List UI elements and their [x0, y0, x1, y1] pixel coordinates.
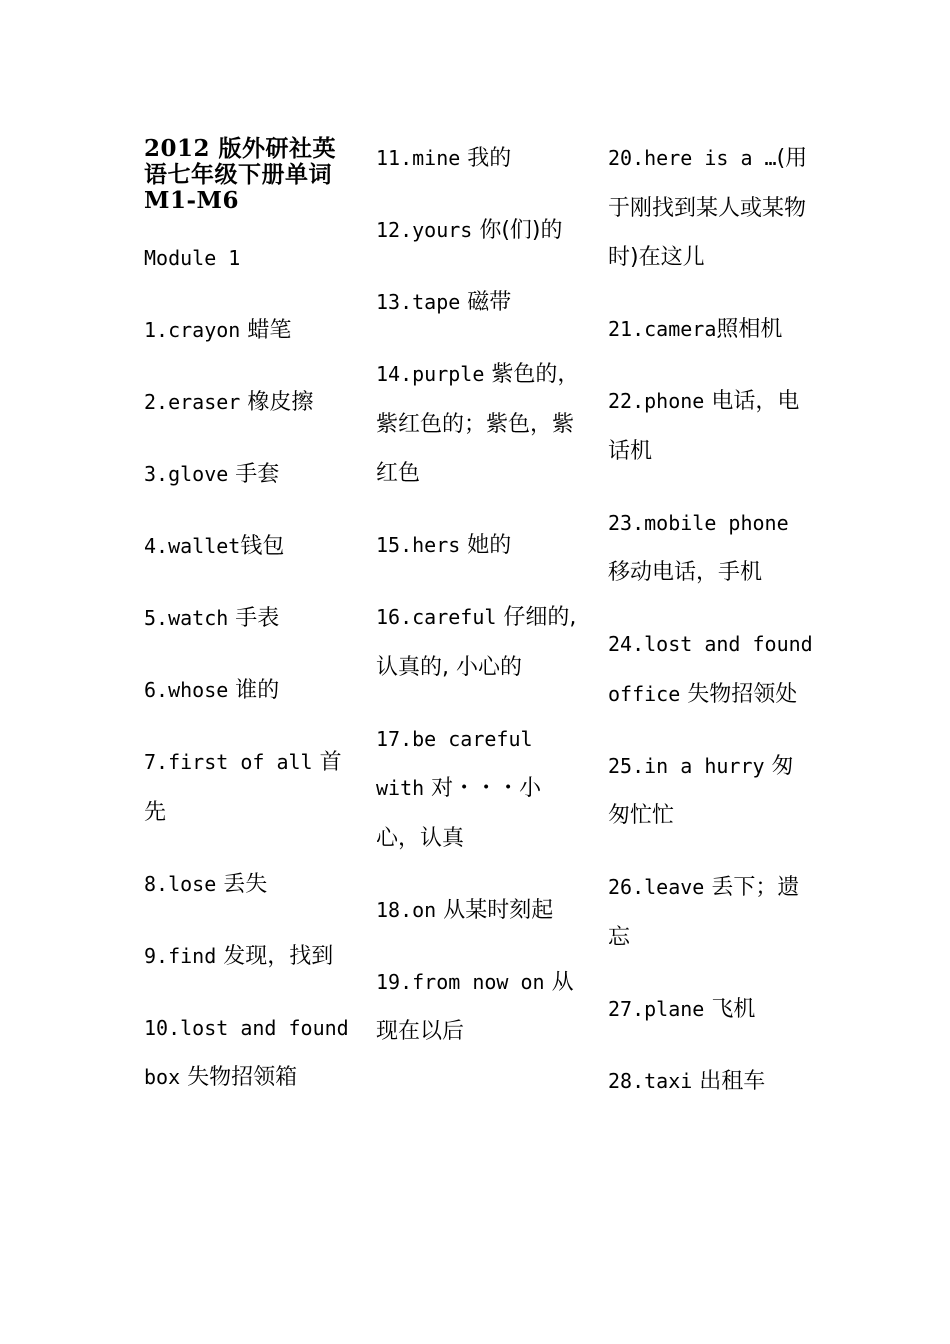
entry-english: 7.first of all	[144, 750, 313, 774]
entry-english: 22.phone	[608, 389, 705, 413]
entry-chinese: 从某时刻起	[436, 897, 554, 923]
vocab-entry	[608, 863, 813, 962]
vocab-entry	[376, 350, 581, 499]
vocab-entry	[376, 134, 581, 184]
entry-english: 6.whose	[144, 678, 229, 702]
vocab-entry	[376, 886, 581, 936]
vocab-entry	[608, 620, 813, 719]
entry-chinese: 失物招领箱	[180, 1065, 298, 1090]
vocab-entry	[144, 450, 354, 500]
entry-english: 17.be careful with	[376, 726, 533, 800]
entry-english: 24.lost and found office	[608, 632, 813, 706]
entry-chinese: 失物招领处	[680, 681, 798, 707]
entry-english: 9.find	[144, 943, 217, 968]
vocab-entry	[608, 499, 813, 598]
entry-english: 14.purple	[376, 362, 485, 386]
entry-chinese: 丢下；遗忘	[608, 875, 800, 950]
entry-english: 18.on	[376, 897, 437, 922]
entry-english: 11.mine	[376, 146, 461, 170]
entry-chinese: (用于刚找到某人或某物时)在这儿	[608, 146, 808, 270]
document-title: 2012 版外研社英语七年级下册单词 M1-M6	[144, 135, 337, 214]
vocab-entry	[376, 521, 581, 571]
module-heading: Module 1	[144, 246, 241, 270]
entry-chinese: 谁的	[228, 678, 280, 703]
vocab-entry	[608, 305, 813, 355]
entry-chinese: 移动电话，手机	[608, 560, 763, 585]
entry-english: 8.lose	[144, 871, 217, 896]
entry-english: 16.careful	[376, 605, 497, 629]
entry-chinese: 她的	[460, 533, 512, 558]
entry-chinese: 紫色的，紫红色的；紫色，紫红色	[376, 362, 580, 486]
entry-chinese: 手表	[228, 606, 280, 631]
entry-english: 15.hers	[376, 533, 461, 557]
entry-chinese: 手套	[228, 462, 280, 487]
vocab-entry	[376, 593, 581, 692]
vocab-entry	[608, 985, 813, 1035]
entry-chinese: 飞机	[704, 996, 756, 1022]
vocab-entry	[608, 377, 813, 476]
entry-chinese: 钱包	[240, 534, 285, 559]
entry-chinese: 匆匆忙忙	[608, 753, 794, 828]
entry-english: 27.plane	[608, 996, 705, 1021]
vocab-entry	[144, 378, 354, 428]
entry-chinese: 对・・・小心，认真	[376, 776, 542, 851]
entry-english: 26.leave	[608, 875, 705, 899]
entry-chinese: 我的	[460, 146, 512, 171]
entry-chinese: 电话，电话机	[608, 389, 800, 464]
vocab-entry	[144, 594, 354, 644]
vocab-entry	[144, 860, 354, 910]
entry-chinese: 仔细的,认真的, 小心的	[376, 605, 577, 680]
entry-english: 19.from now on	[376, 969, 545, 994]
entry-chinese: 首先	[144, 750, 342, 825]
entry-english: 1.crayon	[144, 318, 241, 342]
entry-english: 12.yours	[376, 218, 473, 242]
vocab-entry	[376, 278, 581, 328]
column-2	[376, 134, 581, 1079]
entry-english: 3.glove	[144, 462, 229, 486]
vocab-entry	[608, 1057, 813, 1107]
entry-english: 20.here is a …	[608, 146, 777, 170]
entry-english: 13.tape	[376, 290, 461, 314]
vocab-entry	[144, 738, 354, 837]
vocab-entry	[376, 958, 581, 1057]
entry-english: 5.watch	[144, 606, 229, 630]
vocab-entry	[144, 666, 354, 716]
entry-english: 2.eraser	[144, 390, 241, 414]
vocab-entry	[144, 932, 354, 982]
entry-chinese: 照相机	[716, 317, 783, 342]
entry-english: 28.taxi	[608, 1068, 693, 1093]
entry-chinese: 蜡笔	[240, 318, 292, 343]
column-1	[144, 134, 354, 1125]
vocab-entry	[376, 715, 581, 864]
entry-english: 10.lost and found box	[144, 1015, 349, 1089]
column-3	[608, 134, 813, 1129]
entry-chinese: 丢失	[216, 871, 268, 897]
entry-english: 23.mobile phone	[608, 510, 789, 535]
entry-english: 4.wallet	[144, 534, 241, 558]
entry-chinese: 磁带	[460, 290, 512, 315]
vocab-entry	[144, 306, 354, 356]
entry-chinese: 发现，找到	[216, 943, 334, 969]
entry-chinese: 橡皮擦	[240, 390, 314, 415]
vocab-entry	[376, 206, 581, 256]
entry-chinese: 你(们)的	[472, 218, 563, 243]
vocab-entry	[144, 1004, 354, 1103]
entry-chinese: 出租车	[692, 1068, 766, 1094]
vocab-entry	[144, 522, 354, 572]
vocab-entry	[608, 134, 813, 283]
entry-english: 21.camera	[608, 317, 717, 341]
vocab-entry	[608, 742, 813, 841]
entry-english: 25.in a hurry	[608, 753, 765, 778]
entry-chinese: 从现在以后	[376, 969, 574, 1044]
